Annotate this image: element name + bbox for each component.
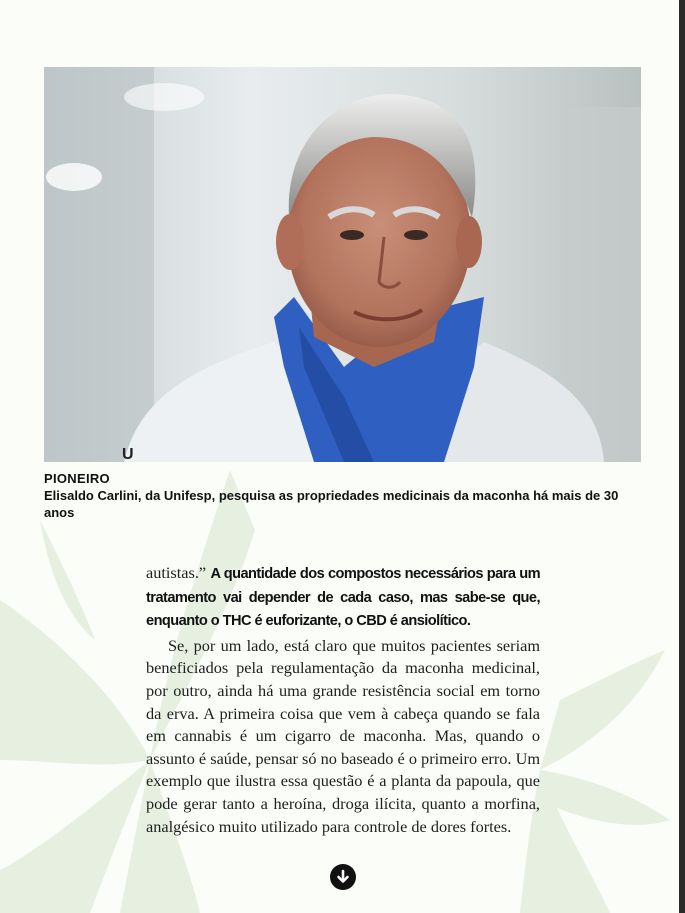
lead-bold-text: A quantidade dos compostos necessários para um tratamento vai depender de cada caso, mas sabe-se que, enquanto o THC é euforizante, o CBD é ansiolítico. bbox=[146, 566, 540, 630]
caption-kicker: PIONEIRO bbox=[44, 471, 110, 486]
photo-logo: U bbox=[122, 446, 134, 462]
page-edge-scrollbar[interactable] bbox=[679, 0, 685, 913]
article-body bbox=[146, 562, 540, 838]
lead-quote-end: autistas.” bbox=[146, 563, 211, 582]
caption-text: Elisaldo Carlini, da Unifesp, pesquisa as propriedades medicinais da maconha há mais de 30 anos bbox=[44, 488, 619, 520]
body-paragraph: Se, por um lado, está claro que muitos pacientes seriam beneficiados pela regulamentação da maconha medicinal, por outro, ainda há uma grande resistência social em torno da erva. A primeira coisa que vem à cabeça quando se fala em cannabis é um cigarro de maconha. Mas, quando o assunto é saúde, pensar só no baseado é o primeiro erro. Um exemplo que ilustra essa questão é a planta da papoula, que pode gerar tanto a heroína, droga ilícita, quanto a morfina, analgésico muito utilizado para controle de dores fortes. bbox=[146, 635, 540, 836]
lead-paragraph bbox=[146, 562, 540, 633]
scrollbar-thumb[interactable] bbox=[679, 0, 685, 913]
arrow-down-icon bbox=[335, 869, 351, 885]
photo-caption bbox=[44, 471, 644, 521]
next-page-button[interactable] bbox=[330, 864, 356, 890]
portrait-photo bbox=[44, 67, 641, 462]
